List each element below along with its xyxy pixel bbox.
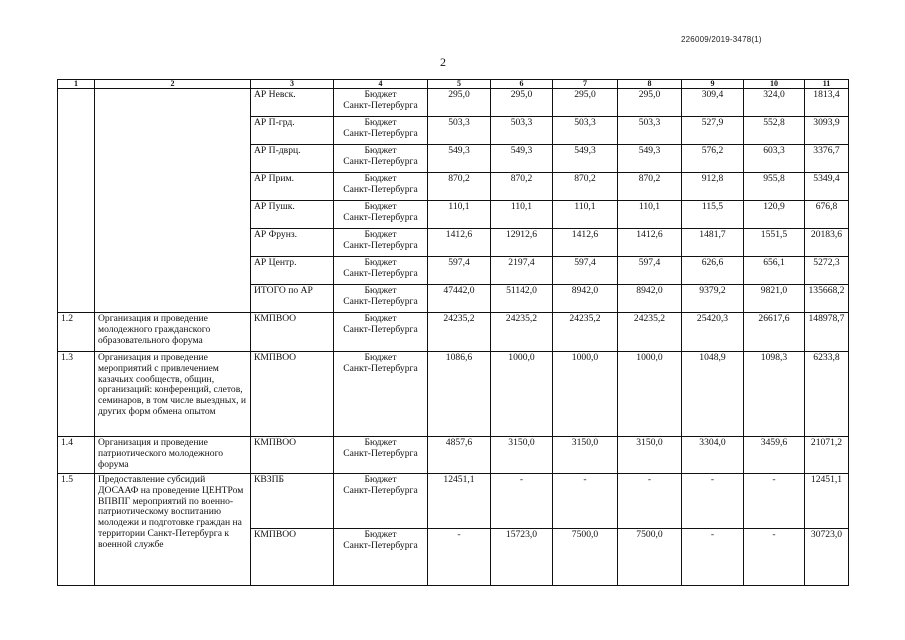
- executor-cell: АР П-дврц.: [251, 145, 334, 173]
- value-cell: 870,2: [491, 173, 553, 201]
- executor-cell: КМПВОО: [251, 352, 334, 437]
- value-cell: 12451,1: [428, 474, 491, 529]
- value-cell: 626,6: [682, 257, 744, 285]
- value-cell: 1412,6: [553, 229, 618, 257]
- value-cell: 24235,2: [491, 313, 553, 352]
- value-cell: 110,1: [553, 201, 618, 229]
- value-cell: 6233,8: [805, 352, 849, 437]
- col-header: 4: [334, 80, 428, 89]
- value-cell: 12451,1: [805, 474, 849, 529]
- value-cell: 597,4: [618, 257, 682, 285]
- col-header: 2: [95, 80, 251, 89]
- item-name-cell: [95, 89, 251, 313]
- value-cell: 324,0: [744, 89, 805, 117]
- value-cell: 8942,0: [553, 285, 618, 313]
- value-cell: 549,3: [553, 145, 618, 173]
- funding-source-line: Санкт-Петербурга: [343, 267, 418, 279]
- item-number-cell: 1.3: [58, 352, 95, 437]
- item-number-cell: 1.4: [58, 437, 95, 474]
- value-cell: 597,4: [553, 257, 618, 285]
- funding-source-line: Бюджет: [364, 229, 397, 240]
- funding-source-line: Бюджет: [364, 437, 397, 448]
- value-cell: 3093,9: [805, 117, 849, 145]
- col-header: 3: [251, 80, 334, 89]
- funding-source-line: Санкт-Петербурга: [343, 447, 418, 459]
- funding-source-line: Бюджет: [364, 173, 397, 184]
- value-cell: -: [491, 474, 553, 529]
- value-cell: 552,8: [744, 117, 805, 145]
- value-cell: -: [682, 529, 744, 586]
- value-cell: 1098,3: [744, 352, 805, 437]
- executor-cell: КВЗПБ: [251, 474, 334, 529]
- value-cell: 1000,0: [618, 352, 682, 437]
- executor-cell: КМПВОО: [251, 437, 334, 474]
- value-cell: 26617,6: [744, 313, 805, 352]
- executor-cell: АР Центр.: [251, 257, 334, 285]
- funding-source-cell: [334, 173, 428, 201]
- value-cell: 3150,0: [491, 437, 553, 474]
- value-cell: 5272,3: [805, 257, 849, 285]
- value-cell: -: [744, 529, 805, 586]
- col-header: 6: [491, 80, 553, 89]
- funding-source-cell: [334, 437, 428, 474]
- value-cell: 1048,9: [682, 352, 744, 437]
- value-cell: 549,3: [428, 145, 491, 173]
- table-row: [58, 313, 849, 352]
- value-cell: 8942,0: [618, 285, 682, 313]
- value-cell: 603,3: [744, 145, 805, 173]
- value-cell: 870,2: [618, 173, 682, 201]
- funding-source-cell: [334, 145, 428, 173]
- value-cell: 656,1: [744, 257, 805, 285]
- col-header: 11: [805, 80, 849, 89]
- funding-source-line: Бюджет: [364, 117, 397, 128]
- value-cell: 24235,2: [618, 313, 682, 352]
- item-name-cell: Организация и проведение мероприятий с привлечением казачьих сообществ, общин, организаций: конференций, слетов, семинаров, в том числе выездных, и других форм обмена опытом: [95, 352, 251, 437]
- value-cell: 7500,0: [618, 529, 682, 586]
- value-cell: 115,5: [682, 201, 744, 229]
- value-cell: 51142,0: [491, 285, 553, 313]
- funding-source-cell: [334, 285, 428, 313]
- funding-source-cell: [334, 529, 428, 586]
- funding-source-line: Бюджет: [364, 474, 397, 485]
- value-cell: 1000,0: [491, 352, 553, 437]
- value-cell: 309,4: [682, 89, 744, 117]
- funding-source-line: Бюджет: [364, 529, 397, 540]
- value-cell: 1551,5: [744, 229, 805, 257]
- value-cell: 15723,0: [491, 529, 553, 586]
- col-header: 10: [744, 80, 805, 89]
- item-number-cell: [58, 89, 95, 313]
- funding-source-cell: [334, 352, 428, 437]
- value-cell: 549,3: [491, 145, 553, 173]
- funding-source-line: Бюджет: [364, 145, 397, 156]
- funding-source-cell: [334, 201, 428, 229]
- funding-source-line: Бюджет: [364, 257, 397, 268]
- table-row: [58, 474, 849, 529]
- value-cell: 295,0: [618, 89, 682, 117]
- funding-source-line: Санкт-Петербурга: [343, 323, 418, 335]
- value-cell: -: [682, 474, 744, 529]
- budget-table: [57, 79, 849, 586]
- executor-cell: АР Прим.: [251, 173, 334, 201]
- value-cell: 527,9: [682, 117, 744, 145]
- value-cell: 148978,7: [805, 313, 849, 352]
- value-cell: 1412,6: [618, 229, 682, 257]
- table-row: [58, 89, 849, 117]
- value-cell: 47442,0: [428, 285, 491, 313]
- document-id: 226009/2019-3478(1): [681, 35, 762, 44]
- funding-source-line: Бюджет: [364, 313, 397, 324]
- value-cell: 295,0: [491, 89, 553, 117]
- value-cell: 1000,0: [553, 352, 618, 437]
- col-header: 8: [618, 80, 682, 89]
- funding-source-cell: [334, 229, 428, 257]
- value-cell: -: [553, 474, 618, 529]
- value-cell: 955,8: [744, 173, 805, 201]
- value-cell: 3459,6: [744, 437, 805, 474]
- value-cell: 7500,0: [553, 529, 618, 586]
- value-cell: 110,1: [618, 201, 682, 229]
- funding-source-cell: [334, 89, 428, 117]
- funding-source-line: Бюджет: [364, 201, 397, 212]
- value-cell: 9379,2: [682, 285, 744, 313]
- value-cell: 25420,3: [682, 313, 744, 352]
- funding-source-line: Санкт-Петербурга: [343, 484, 418, 496]
- col-header: 9: [682, 80, 744, 89]
- value-cell: 1086,6: [428, 352, 491, 437]
- page-number: 2: [440, 55, 446, 69]
- value-cell: 21071,2: [805, 437, 849, 474]
- col-header: 7: [553, 80, 618, 89]
- value-cell: 870,2: [428, 173, 491, 201]
- funding-source-line: Бюджет: [364, 352, 397, 363]
- funding-source-line: Санкт-Петербурга: [343, 183, 418, 195]
- value-cell: 3376,7: [805, 145, 849, 173]
- value-cell: 2197,4: [491, 257, 553, 285]
- funding-source-line: Санкт-Петербурга: [343, 211, 418, 223]
- funding-source-line: Санкт-Петербурга: [343, 362, 418, 374]
- value-cell: 110,1: [491, 201, 553, 229]
- value-cell: 135668,2: [805, 285, 849, 313]
- funding-source-line: Санкт-Петербурга: [343, 127, 418, 139]
- value-cell: -: [428, 529, 491, 586]
- value-cell: 676,8: [805, 201, 849, 229]
- value-cell: 3304,0: [682, 437, 744, 474]
- funding-source-line: Бюджет: [364, 285, 397, 296]
- item-number-cell: 1.5: [58, 474, 95, 586]
- funding-source-cell: [334, 257, 428, 285]
- item-name-cell: Организация и проведение молодежного гражданского образовательного форума: [95, 313, 251, 352]
- item-number-cell: 1.2: [58, 313, 95, 352]
- value-cell: 24235,2: [428, 313, 491, 352]
- funding-source-line: Санкт-Петербурга: [343, 239, 418, 251]
- value-cell: 1412,6: [428, 229, 491, 257]
- value-cell: 30723,0: [805, 529, 849, 586]
- value-cell: 576,2: [682, 145, 744, 173]
- executor-cell: АР Фрунз.: [251, 229, 334, 257]
- value-cell: 9821,0: [744, 285, 805, 313]
- value-cell: 20183,6: [805, 229, 849, 257]
- table-row: [58, 437, 849, 474]
- value-cell: 1481,7: [682, 229, 744, 257]
- funding-source-line: Санкт-Петербурга: [343, 155, 418, 167]
- executor-cell: АР Невск.: [251, 89, 334, 117]
- value-cell: 870,2: [553, 173, 618, 201]
- funding-source-cell: [334, 313, 428, 352]
- value-cell: 503,3: [618, 117, 682, 145]
- value-cell: 503,3: [491, 117, 553, 145]
- funding-source-line: Санкт-Петербурга: [343, 295, 418, 307]
- value-cell: 912,8: [682, 173, 744, 201]
- col-header: 1: [58, 80, 95, 89]
- executor-cell: ИТОГО по АР: [251, 285, 334, 313]
- value-cell: 1813,4: [805, 89, 849, 117]
- value-cell: 503,3: [428, 117, 491, 145]
- item-name-cell: Предоставление субсидий ДОСААФ на проведение ЦЕНТРом ВПВПГ мероприятий по военно-патриотическому воспитанию молодежи и подготовке граждан на территории Санкт-Петербурга к военной службе: [95, 474, 251, 586]
- value-cell: 295,0: [553, 89, 618, 117]
- executor-cell: КМПВОО: [251, 313, 334, 352]
- value-cell: 4857,6: [428, 437, 491, 474]
- value-cell: 503,3: [553, 117, 618, 145]
- value-cell: 549,3: [618, 145, 682, 173]
- funding-source-cell: [334, 474, 428, 529]
- value-cell: 12912,6: [491, 229, 553, 257]
- executor-cell: АР Пушк.: [251, 201, 334, 229]
- value-cell: 3150,0: [618, 437, 682, 474]
- table-row: [58, 352, 849, 437]
- value-cell: 5349,4: [805, 173, 849, 201]
- value-cell: -: [618, 474, 682, 529]
- executor-cell: КМПВОО: [251, 529, 334, 586]
- value-cell: 597,4: [428, 257, 491, 285]
- executor-cell: АР П-грд.: [251, 117, 334, 145]
- item-name-cell: Организация и проведение патриотического молодежного форума: [95, 437, 251, 474]
- col-header: 5: [428, 80, 491, 89]
- funding-source-line: Санкт-Петербурга: [343, 99, 418, 111]
- value-cell: 120,9: [744, 201, 805, 229]
- funding-source-line: Санкт-Петербурга: [343, 539, 418, 551]
- funding-source-line: Бюджет: [364, 89, 397, 100]
- value-cell: 3150,0: [553, 437, 618, 474]
- value-cell: 24235,2: [553, 313, 618, 352]
- value-cell: 110,1: [428, 201, 491, 229]
- column-number-row: [58, 80, 849, 89]
- funding-source-cell: [334, 117, 428, 145]
- value-cell: -: [744, 474, 805, 529]
- value-cell: 295,0: [428, 89, 491, 117]
